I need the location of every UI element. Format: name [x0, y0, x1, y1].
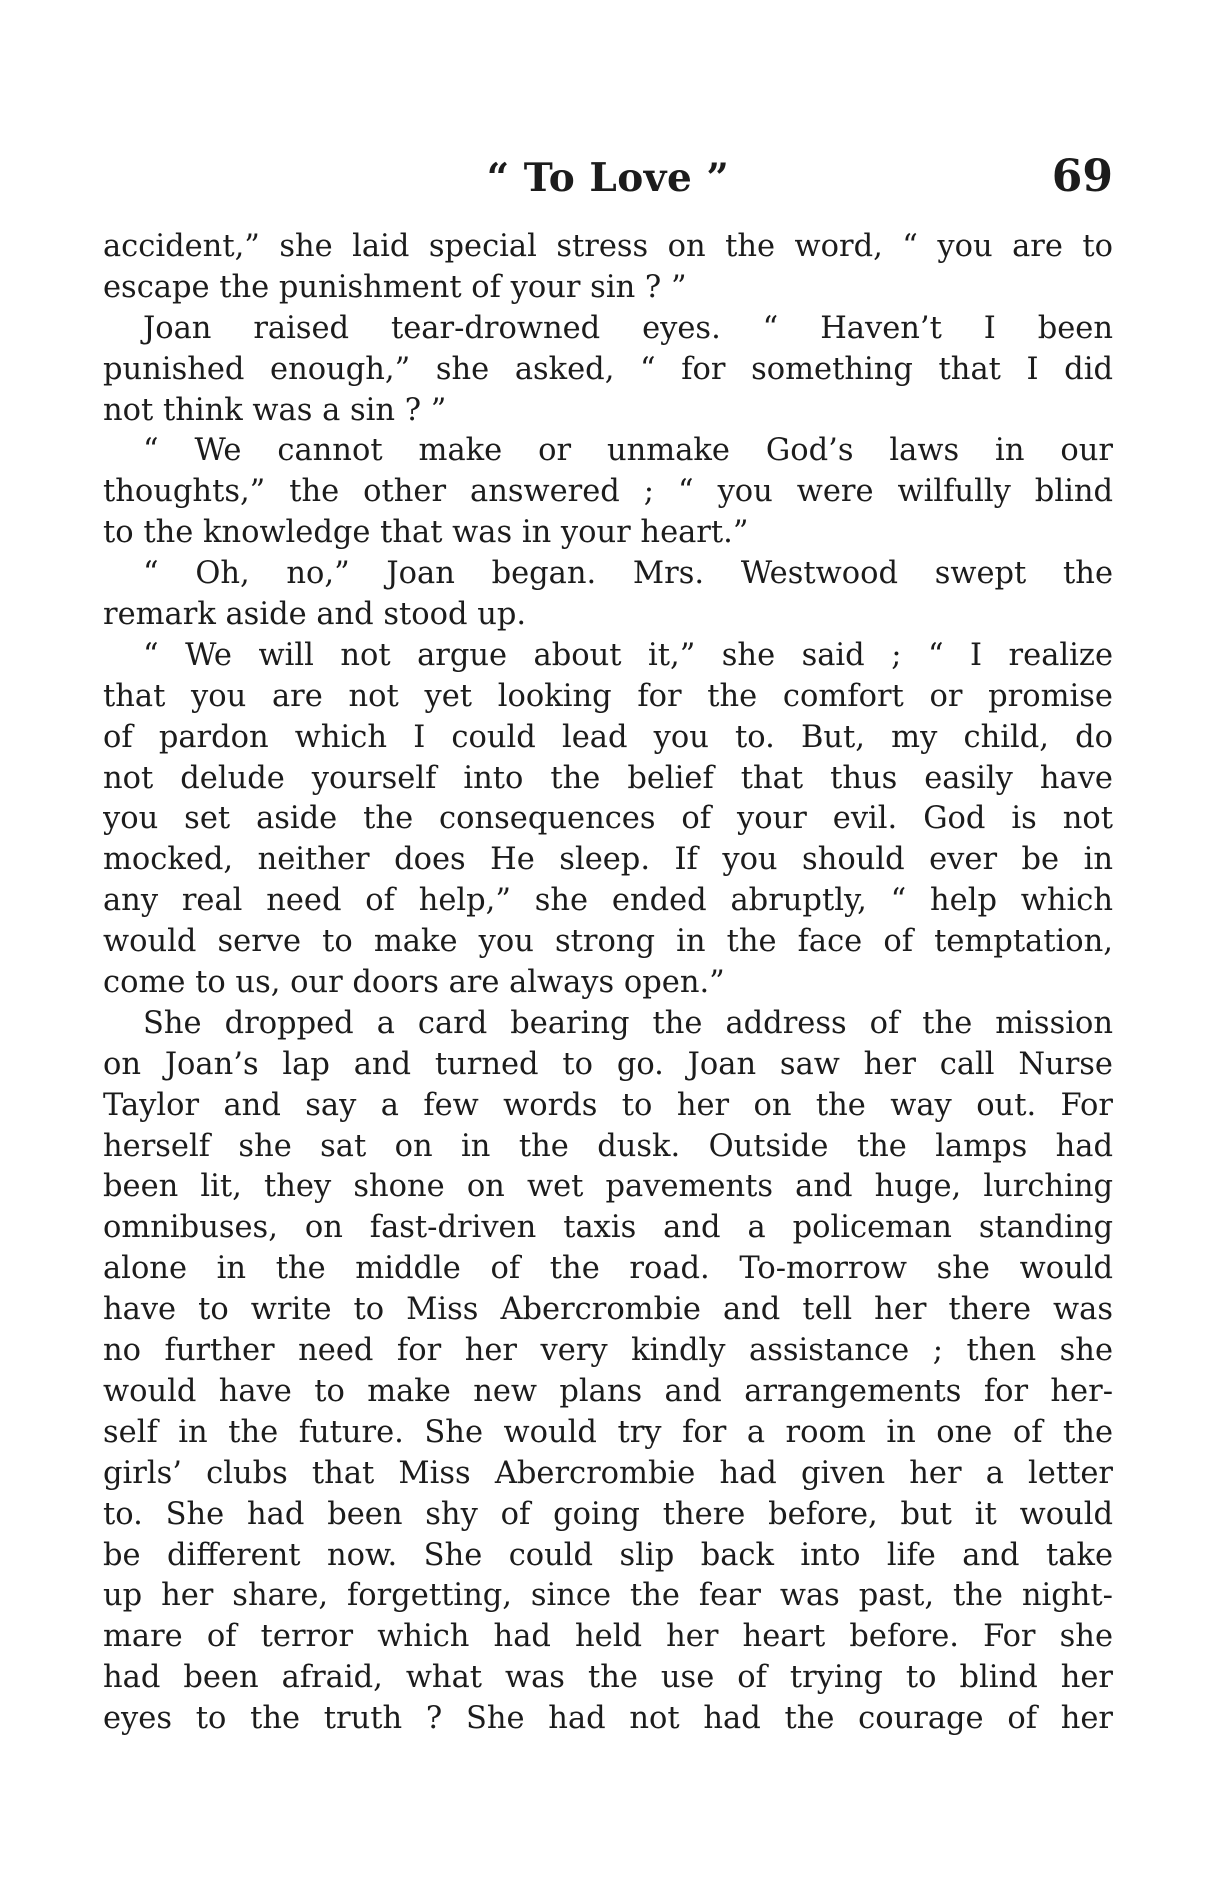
text-line: any real need of help,” she ended abruptly, “ help which: [103, 883, 1113, 919]
text-line: mocked, neither does He sleep. If you should ever be in: [103, 842, 1113, 878]
page-number: 69: [1051, 151, 1113, 202]
text-line: mare of terror which had held her heart before. For she: [103, 1619, 1113, 1655]
text-line: self in the future. She would try for a room in one of the: [103, 1414, 1113, 1450]
text-line: escape the punishment of your sin ? ”: [103, 269, 687, 305]
text-line: “ We cannot make or unmake God’s laws in our: [143, 433, 1113, 469]
text-line: no further need for her very kindly assistance ; then she: [103, 1333, 1113, 1369]
text-line: thoughts,” the other answered ; “ you were wilfully blind: [103, 474, 1113, 510]
text-line: girls’ clubs that Miss Abercrombie had given her a letter: [103, 1455, 1113, 1491]
text-line: be different now. She could slip back into life and take: [103, 1537, 1113, 1573]
text-line: come to us, our doors are always open.”: [103, 965, 725, 1001]
text-line: would serve to make you strong in the face of temptation,: [103, 924, 1113, 960]
text-line: would have to make new plans and arrangements for her-: [103, 1373, 1113, 1409]
text-line: had been afraid, what was the use of trying to blind her: [103, 1660, 1113, 1696]
text-line: that you are not yet looking for the comfort or promise: [103, 678, 1113, 714]
text-line: up her share, forgetting, since the fear was past, the night-: [103, 1578, 1113, 1614]
text-line: you set aside the consequences of your evil. God is not: [103, 801, 1113, 837]
text-line: omnibuses, on fast-driven taxis and a policeman standing: [103, 1210, 1113, 1246]
text-line: eyes to the truth ? She had not had the courage of her: [103, 1701, 1113, 1737]
text-line: “ Oh, no,” Joan began. Mrs. Westwood swept the: [143, 556, 1113, 592]
page-header: [103, 150, 1113, 210]
text-line: She dropped a card bearing the address of the mission: [143, 1005, 1113, 1041]
text-line: accident,” she laid special stress on the word, “ you are to: [103, 229, 1113, 264]
text-line: been lit, they shone on wet pavements and huge, lurching: [103, 1169, 1113, 1205]
text-line: remark aside and stood up.: [103, 597, 527, 633]
text-line: not think was a sin ? ”: [103, 392, 447, 428]
text-line: “ We will not argue about it,” she said ; “ I realize: [143, 637, 1113, 673]
text-line: not delude yourself into the belief that thus easily have: [103, 760, 1113, 796]
running-title: “ To Love ”: [486, 155, 730, 201]
text-line: have to write to Miss Abercrombie and tell her there was: [103, 1292, 1113, 1328]
body-text: [103, 227, 1113, 1740]
text-line: alone in the middle of the road. To-morrow she would: [103, 1251, 1113, 1287]
text-line: Taylor and say a few words to her on the way out. For: [103, 1087, 1113, 1123]
text-line: of pardon which I could lead you to. But, my child, do: [103, 719, 1113, 755]
text-line: on Joan’s lap and turned to go. Joan saw her call Nurse: [103, 1046, 1113, 1082]
text-line: to the knowledge that was in your heart.”: [103, 515, 749, 551]
text-line: Joan raised tear-drowned eyes. “ Haven’t I been: [143, 310, 1113, 346]
text-line: herself she sat on in the dusk. Outside the lamps had: [103, 1128, 1113, 1164]
text-line: to. She had been shy of going there before, but it would: [103, 1496, 1113, 1532]
text-line: punished enough,” she asked, “ for something that I did: [103, 351, 1113, 387]
